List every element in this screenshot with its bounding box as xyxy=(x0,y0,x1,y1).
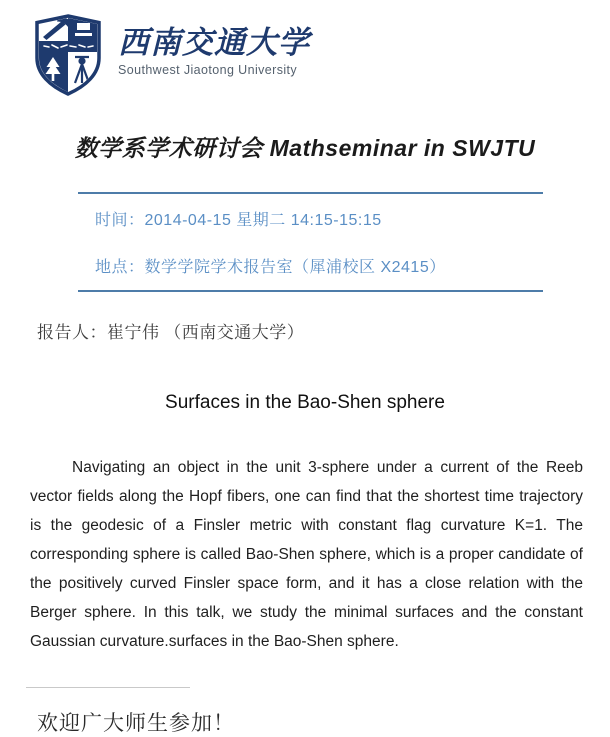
swjtu-shield-logo-icon xyxy=(33,14,103,96)
university-name-en: Southwest Jiaotong University xyxy=(118,63,298,78)
seminar-time-row: 时间：2014-04-15 星期二 14:15-15:15 xyxy=(95,212,382,229)
welcome-message: 欢迎广大师生参加！ xyxy=(37,711,235,735)
university-header xyxy=(0,0,610,96)
seminar-place-row: 地点：数学学院学术报告室（犀浦校区 X2415） xyxy=(95,259,446,276)
seminar-info-box xyxy=(78,192,543,292)
seminar-series-title: 数学系学术研讨会 Mathseminar in SWJTU xyxy=(74,135,536,161)
talk-abstract: Navigating an object in the unit 3-sphere under a current of the Reeb vector fields along the Hopf fibers, one can find that the shortest time trajectory is the geodesic of a Finsler metric with constant flag curvature K=1. The corresponding sphere is called Bao-Shen sphere, which is a proper candidate of the positively curved Finsler space form, and it has a close relation with the Berger sphere. In this talk, we study the minimal surfaces and the constant Gaussian curvature.surfaces in the Bao-Shen sphere. xyxy=(30,459,583,650)
speaker-row: 报告人：崔宁伟 （西南交通大学） xyxy=(37,323,305,342)
university-name-cn: 西南交通大学 xyxy=(118,25,310,61)
bottom-divider xyxy=(26,687,190,688)
university-brand xyxy=(118,14,310,77)
talk-title: Surfaces in the Bao-Shen sphere xyxy=(165,392,445,413)
